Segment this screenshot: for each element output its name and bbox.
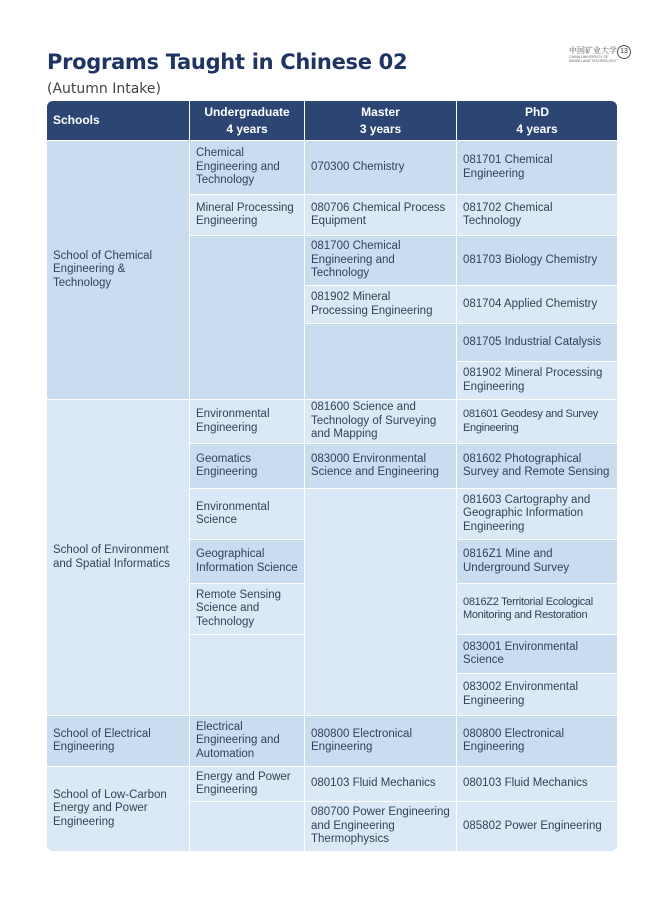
page-subtitle: (Autumn Intake) xyxy=(47,81,161,97)
ug-lowc-0: Energy and Power Engineering xyxy=(190,767,304,801)
master-chem-1: 080706 Chemical Process Equipment xyxy=(305,195,456,235)
ug-env-empty xyxy=(190,635,304,715)
header-phd: PhD 4 years xyxy=(457,101,617,140)
master-lowc-0: 080103 Fluid Mechanics xyxy=(305,767,456,801)
phd-env-1: 081602 Photographical Survey and Remote Sensing xyxy=(457,444,617,488)
master-chem-2: 081700 Chemical Engineering and Technology xyxy=(305,236,456,285)
page-title: Programs Taught in Chinese 02 xyxy=(47,50,408,74)
ug-env-3: Geographical Information Science xyxy=(190,540,304,583)
phd-chem-2: 081703 Biology Chemistry xyxy=(457,236,617,285)
header-schools: Schools xyxy=(47,101,189,140)
phd-env-0: 081601 Geodesy and Survey Engineering xyxy=(457,400,617,443)
programs-table xyxy=(47,101,617,851)
ug-env-0: Environmental Engineering xyxy=(190,400,304,443)
header-master: Master 3 years xyxy=(305,101,456,140)
ug-elec-0: Electrical Engineering and Automation xyxy=(190,716,304,766)
page-number: 13 xyxy=(617,45,631,59)
phd-chem-0: 081701 Chemical Engineering xyxy=(457,141,617,194)
logo-english-text: CHINA UNIVERSITY OF MINING AND TECHNOLOGY xyxy=(569,55,617,63)
master-env-1: 083000 Environmental Science and Engineering xyxy=(305,444,456,488)
master-chem-3: 081902 Mineral Processing Engineering xyxy=(305,286,456,323)
ug-chem-1: Mineral Processing Engineering xyxy=(190,195,304,235)
phd-chem-3: 081704 Applied Chemistry xyxy=(457,286,617,323)
phd-env-5: 083001 Environmental Science xyxy=(457,635,617,673)
ug-chem-empty xyxy=(190,236,304,399)
phd-lowc-1: 085802 Power Engineering xyxy=(457,802,617,851)
ug-lowc-empty xyxy=(190,802,304,851)
master-env-0: 081600 Science and Technology of Surveying and Mapping xyxy=(305,400,456,443)
phd-env-3: 0816Z1 Mine and Underground Survey xyxy=(457,540,617,583)
school-chemical: School of Chemical Engineering & Technology xyxy=(47,141,189,399)
phd-env-2: 081603 Cartography and Geographic Information Engineering xyxy=(457,489,617,539)
ug-env-4: Remote Sensing Science and Technology xyxy=(190,584,304,634)
logo-chinese-text: 中国矿业大学 xyxy=(569,46,617,55)
phd-chem-1: 081702 Chemical Technology xyxy=(457,195,617,235)
phd-lowc-0: 080103 Fluid Mechanics xyxy=(457,767,617,801)
phd-chem-4: 081705 Industrial Catalysis xyxy=(457,324,617,361)
master-lowc-1: 080700 Power Engineering and Engineering Thermophysics xyxy=(305,802,456,851)
phd-chem-5: 081902 Mineral Processing Engineering xyxy=(457,362,617,399)
ug-chem-0: Chemical Engineering and Technology xyxy=(190,141,304,194)
ug-env-2: Environmental Science xyxy=(190,489,304,539)
university-logo xyxy=(569,45,631,67)
phd-elec-0: 080800 Electronical Engineering xyxy=(457,716,617,766)
master-elec-0: 080800 Electronical Engineering xyxy=(305,716,456,766)
school-electrical: School of Electrical Engineering xyxy=(47,716,189,766)
school-environment: School of Environment and Spatial Informatics xyxy=(47,400,189,715)
master-chem-0: 070300 Chemistry xyxy=(305,141,456,194)
master-chem-empty xyxy=(305,324,456,399)
phd-env-6: 083002 Environmental Engineering xyxy=(457,674,617,715)
ug-env-1: Geomatics Engineering xyxy=(190,444,304,488)
phd-env-4: 0816Z2 Territorial Ecological Monitoring and Restoration xyxy=(457,584,617,634)
header-undergraduate: Undergraduate 4 years xyxy=(190,101,304,140)
school-low-carbon: School of Low-Carbon Energy and Power Engineering xyxy=(47,767,189,851)
master-env-empty xyxy=(305,489,456,715)
